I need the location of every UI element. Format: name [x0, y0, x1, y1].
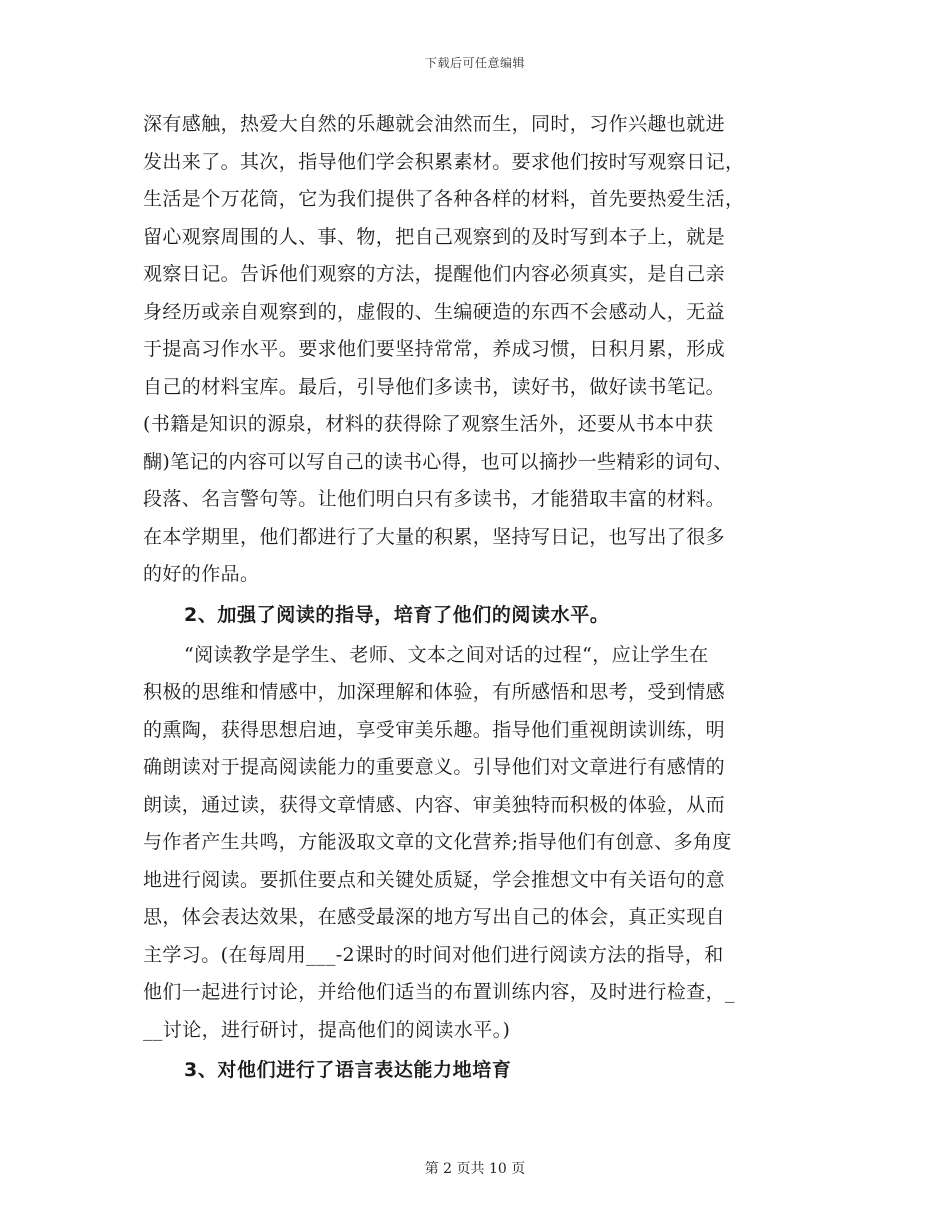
- text-line: 确朗读对于提高阅读能力的重要意义。引导他们对文章进行有感情的: [143, 756, 726, 778]
- text-line: 发出来了。其次，指导他们学会积累素材。要求他们按时写观察日记，: [143, 150, 745, 173]
- text-line: 积极的思维和情感中，加深理解和体验，有所感悟和思考，受到情感: [143, 681, 726, 703]
- text-line: 朗读，通过读，获得文章情感、内容、审美独特而积极的体验，从而: [143, 793, 726, 816]
- text-line: 与作者产生共鸣，方能汲取文章的文化营养;指导他们有创意、多角度: [143, 831, 732, 853]
- paragraph-1: [143, 106, 813, 594]
- text-line: 留心观察周围的人、事、物，把自己观察到的及时写到本子上，就是: [143, 225, 726, 248]
- text-line: 他们一起进行讨论，并给他们适当的布置训练内容，及时进行检查，_: [143, 981, 735, 1003]
- text-line: 醐)笔记的内容可以写自己的读书心得，也可以摘抄一些精彩的词句、: [143, 450, 733, 473]
- text-line: 的熏陶，获得思想启迪，享受审美乐趣。指导他们重视朗读训练，明: [143, 718, 726, 741]
- text-line: 自己的材料宝库。最后，引导他们多读书，读好书，做好读书笔记。: [143, 375, 726, 398]
- text-line: 在本学期里，他们都进行了大量的积累，坚持写日记，也写出了很多: [143, 525, 726, 548]
- text-line: __讨论，进行研讨，提高他们的阅读水平。): [143, 1018, 511, 1041]
- text-line: 观察日记。告诉他们观察的方法，提醒他们内容必须真实，是自己亲: [143, 263, 726, 285]
- text-line: 思，体会表达效果，在感受最深的地方写出自己的体会，真正实现自: [143, 906, 726, 928]
- section-heading-3: 3、对他们进行了语言表达能力地培育: [184, 1059, 512, 1081]
- text-line: 生活是个万花筒，它为我们提供了各种各样的材料，首先要热爱生活，: [143, 188, 745, 210]
- page-footer: 第 2 页共 10 页: [424, 1161, 526, 1177]
- paragraph-2: [143, 637, 813, 1050]
- page-header: 下载后可任意编辑: [424, 56, 525, 70]
- text-line: 于提高习作水平。要求他们要坚持常常，养成习惯，日积月累，形成: [143, 338, 726, 360]
- text-line: 段落、名言警句等。让他们明白只有多读书，才能猎取丰富的材料。: [143, 488, 726, 510]
- document-body: [143, 106, 813, 1092]
- text-line: (书籍是知识的源泉，材料的获得除了观察生活外，还要从书本中获: [143, 413, 714, 435]
- section-heading-2: 2、加强了阅读的指导，培育了他们的阅读水平。: [184, 603, 610, 626]
- text-line: 身经历或亲自观察到的，虚假的、生编硬造的东西不会感动人，无益: [143, 300, 726, 323]
- text-line: “阅读教学是学生、老师、文本之间对话的过程“，应让学生在: [184, 643, 709, 666]
- text-line: 的好的作品。: [143, 563, 260, 585]
- text-line: 地进行阅读。要抓住要点和关键处质疑，学会推想文中有关语句的意: [143, 868, 726, 891]
- text-line: 深有感触，热爱大自然的乐趣就会油然而生，同时，习作兴趣也就进: [143, 113, 726, 135]
- text-line: 主学习。(在每周用___-2课时的时间对他们进行阅读方法的指导，和: [143, 943, 724, 966]
